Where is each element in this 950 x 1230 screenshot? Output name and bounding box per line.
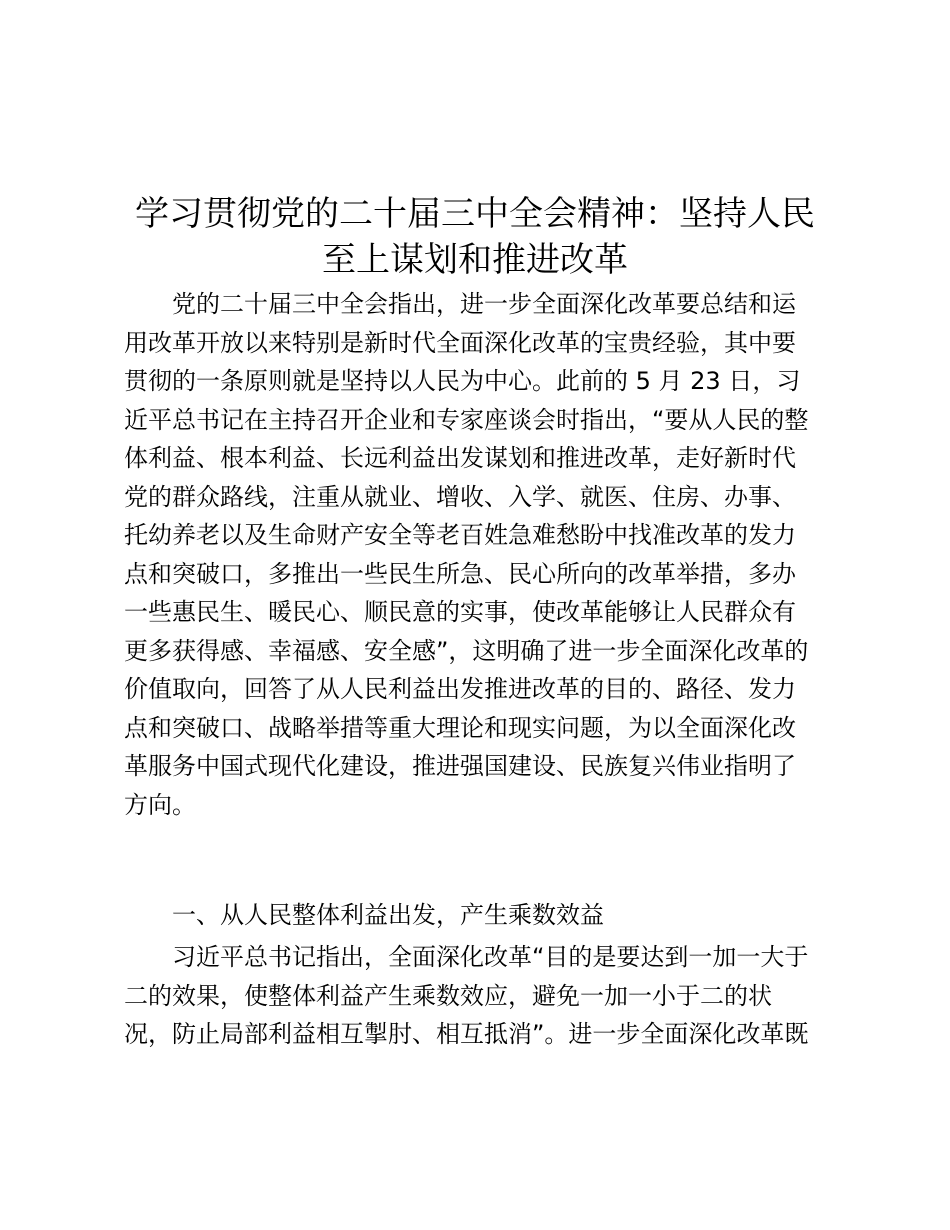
paragraph-line: 一些惠民生、暖民心、顺民意的实事，使改革能够让人民群众有 <box>124 598 796 626</box>
paragraph-line: 托幼养老以及生命财产安全等老百姓急难愁盼中找准改革的发力 <box>124 521 796 549</box>
paragraph-line: 价值取向，回答了从人民利益出发推进改革的目的、路径、发力 <box>124 675 796 703</box>
title-line-2: 至上谋划和推进改革 <box>322 239 628 280</box>
paragraph-line: 贯彻的一条原则就是坚持以人民为中心。此前的 5 月 23 日，习 <box>124 367 801 395</box>
paragraph-line: 党的二十届三中全会指出，进一步全面深化改革要总结和运 <box>172 290 796 318</box>
paragraph-line: 革服务中国式现代化建设，推进强国建设、民族复兴伟业指明了 <box>124 752 796 780</box>
section-paragraph <box>124 938 836 1054</box>
paragraph-line: 体利益、根本利益、长远利益出发谋划和推进改革，走好新时代 <box>124 444 796 472</box>
paragraph-line: 习近平总书记指出，全面深化改革“目的是要达到一加一大于 <box>172 943 809 971</box>
section-heading-text: 一、从人民整体利益出发，产生乘数效益 <box>172 901 604 929</box>
paragraph-line: 近平总书记在主持召开企业和专家座谈会时指出，“要从人民的整 <box>124 405 809 434</box>
paragraph-line: 二的效果，使整体利益产生乘数效应，避免一加一小于二的状 <box>124 981 772 1010</box>
paragraph-line: 更多获得感、幸福感、安全感”，这明确了进一步全面深化改革的 <box>124 636 809 665</box>
paragraph-line: 点和突破口，多推出一些民生所急、民心所向的改革举措，多办 <box>124 559 796 588</box>
paragraph-line: 党的群众路线，注重从就业、增收、入学、就医、住房、办事、 <box>124 482 796 511</box>
paragraph-line: 况，防止局部利益相互掣肘、相互抵消”。进一步全面深化改革既 <box>124 1020 809 1048</box>
title-line-1: 学习贯彻党的二十届三中全会精神：坚持人民 <box>135 193 815 234</box>
section-heading <box>124 896 836 935</box>
paragraph-line: 点和突破口、战略举措等重大理论和现实问题，为以全面深化改 <box>124 713 796 742</box>
paragraph-line: 方向。 <box>124 790 196 819</box>
intro-paragraph <box>124 285 836 824</box>
paragraph-line: 用改革开放以来特别是新时代全面深化改革的宝贵经验，其中要 <box>124 328 796 357</box>
document-title <box>100 191 850 283</box>
